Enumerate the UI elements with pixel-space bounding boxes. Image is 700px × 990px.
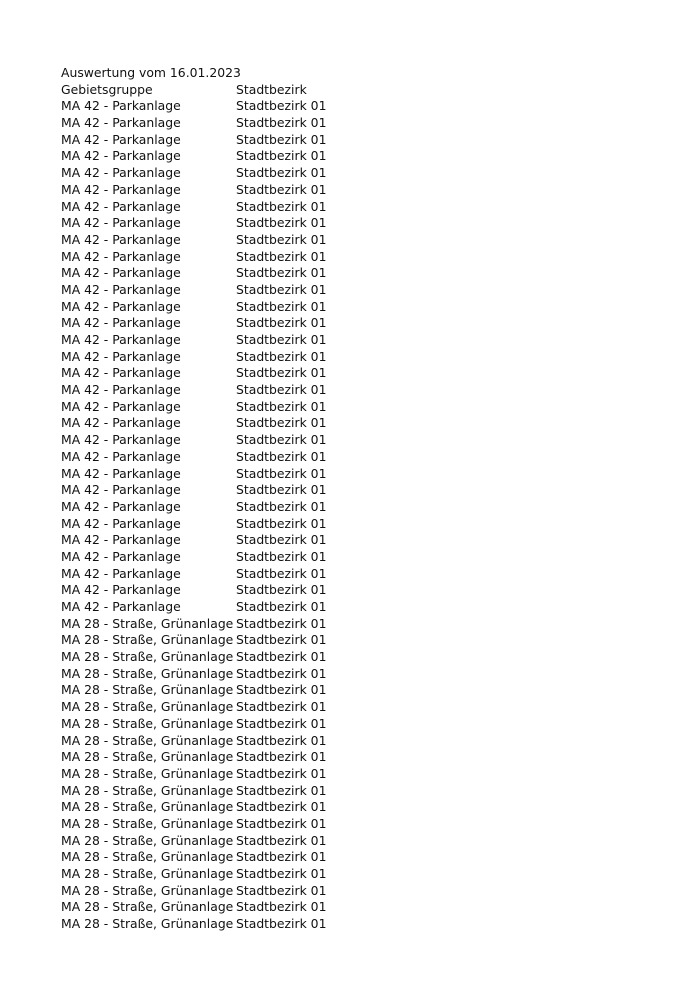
table-row — [61, 716, 661, 733]
table-row — [61, 733, 661, 750]
cell-stadtbezirk: Stadtbezirk 01 — [236, 815, 327, 831]
table-row — [61, 466, 661, 483]
cell-gebietsgruppe: MA 42 - Parkanlage — [61, 482, 181, 498]
cell-gebietsgruppe: MA 42 - Parkanlage — [61, 498, 181, 514]
cell-stadtbezirk: Stadtbezirk 01 — [236, 348, 327, 364]
table-row — [61, 265, 661, 282]
cell-gebietsgruppe: MA 28 - Straße, Grünanlage — [61, 749, 234, 765]
table-row — [61, 566, 661, 583]
cell-gebietsgruppe: MA 28 - Straße, Grünanlage — [61, 849, 234, 865]
table-row — [61, 399, 661, 416]
table-row — [61, 232, 661, 249]
cell-stadtbezirk: Stadtbezirk 01 — [236, 882, 327, 898]
cell-gebietsgruppe: MA 42 - Parkanlage — [61, 315, 181, 331]
report-title-text: Auswertung vom 16.01.2023 — [61, 65, 241, 80]
column-header-stadtbezirk: Stadtbezirk — [236, 81, 307, 97]
cell-gebietsgruppe: MA 28 - Straße, Grünanlage — [61, 665, 234, 681]
report-page — [61, 65, 661, 933]
table-row — [61, 866, 661, 883]
table-row — [61, 249, 661, 266]
report-title — [61, 65, 661, 82]
table-row — [61, 699, 661, 716]
cell-gebietsgruppe: MA 42 - Parkanlage — [61, 365, 181, 381]
cell-stadtbezirk: Stadtbezirk 01 — [236, 115, 327, 131]
cell-gebietsgruppe: MA 42 - Parkanlage — [61, 398, 181, 414]
cell-gebietsgruppe: MA 28 - Straße, Grünanlage — [61, 682, 234, 698]
table-row — [61, 899, 661, 916]
cell-gebietsgruppe: MA 28 - Straße, Grünanlage — [61, 732, 234, 748]
cell-stadtbezirk: Stadtbezirk 01 — [236, 498, 327, 514]
cell-stadtbezirk: Stadtbezirk 01 — [236, 181, 327, 197]
cell-stadtbezirk: Stadtbezirk 01 — [236, 332, 327, 347]
table-row — [61, 449, 661, 466]
table-row — [61, 916, 661, 933]
cell-stadtbezirk: Stadtbezirk 01 — [236, 765, 327, 781]
table-row — [61, 148, 661, 165]
cell-stadtbezirk: Stadtbezirk 01 — [236, 649, 327, 665]
cell-gebietsgruppe: MA 42 - Parkanlage — [61, 415, 181, 431]
cell-gebietsgruppe: MA 42 - Parkanlage — [61, 181, 181, 197]
table-row — [61, 415, 661, 432]
cell-gebietsgruppe: MA 28 - Straße, Grünanlage — [61, 782, 234, 798]
cell-gebietsgruppe: MA 42 - Parkanlage — [61, 248, 181, 264]
table-row — [61, 182, 661, 199]
cell-stadtbezirk: Stadtbezirk 01 — [236, 682, 327, 698]
column-header-gebietsgruppe: Gebietsgruppe — [61, 81, 153, 97]
cell-stadtbezirk: Stadtbezirk 01 — [236, 215, 327, 231]
cell-gebietsgruppe: MA 28 - Straße, Grünanlage — [61, 815, 234, 831]
cell-gebietsgruppe: MA 42 - Parkanlage — [61, 348, 181, 364]
cell-stadtbezirk: Stadtbezirk 01 — [236, 382, 327, 398]
table-row — [61, 349, 661, 366]
table-row — [61, 599, 661, 616]
cell-stadtbezirk: Stadtbezirk 01 — [236, 365, 327, 381]
cell-stadtbezirk: Stadtbezirk 01 — [236, 665, 327, 681]
cell-gebietsgruppe: MA 28 - Straße, Grünanlage — [61, 866, 234, 881]
cell-stadtbezirk: Stadtbezirk 01 — [236, 482, 327, 498]
cell-stadtbezirk: Stadtbezirk 01 — [236, 448, 327, 464]
cell-stadtbezirk: Stadtbezirk 01 — [236, 265, 327, 281]
cell-gebietsgruppe: MA 28 - Straße, Grünanlage — [61, 699, 234, 715]
cell-gebietsgruppe: MA 42 - Parkanlage — [61, 332, 181, 347]
table-row — [61, 165, 661, 182]
cell-stadtbezirk: Stadtbezirk 01 — [236, 832, 327, 848]
cell-gebietsgruppe: MA 42 - Parkanlage — [61, 198, 181, 214]
cell-stadtbezirk: Stadtbezirk 01 — [236, 699, 327, 715]
cell-stadtbezirk: Stadtbezirk 01 — [236, 632, 327, 648]
table-row — [61, 682, 661, 699]
cell-gebietsgruppe: MA 42 - Parkanlage — [61, 565, 181, 581]
cell-gebietsgruppe: MA 42 - Parkanlage — [61, 382, 181, 398]
cell-stadtbezirk: Stadtbezirk 01 — [236, 715, 327, 731]
cell-stadtbezirk: Stadtbezirk 01 — [236, 548, 327, 564]
table-row — [61, 666, 661, 683]
cell-gebietsgruppe: MA 42 - Parkanlage — [61, 98, 181, 114]
table-row — [61, 365, 661, 382]
table-row — [61, 382, 661, 399]
cell-gebietsgruppe: MA 42 - Parkanlage — [61, 548, 181, 564]
cell-gebietsgruppe: MA 42 - Parkanlage — [61, 281, 181, 297]
table-row — [61, 816, 661, 833]
cell-gebietsgruppe: MA 28 - Straße, Grünanlage — [61, 899, 234, 915]
cell-stadtbezirk: Stadtbezirk 01 — [236, 799, 327, 815]
cell-gebietsgruppe: MA 42 - Parkanlage — [61, 148, 181, 164]
table-row — [61, 299, 661, 316]
table-row — [61, 749, 661, 766]
table-row — [61, 549, 661, 566]
cell-stadtbezirk: Stadtbezirk 01 — [236, 782, 327, 798]
cell-stadtbezirk: Stadtbezirk 01 — [236, 866, 327, 881]
table-row — [61, 215, 661, 232]
cell-stadtbezirk: Stadtbezirk 01 — [236, 849, 327, 865]
table-row — [61, 833, 661, 850]
table-row — [61, 332, 661, 349]
cell-gebietsgruppe: MA 28 - Straße, Grünanlage — [61, 916, 234, 932]
table-row — [61, 849, 661, 866]
cell-stadtbezirk: Stadtbezirk 01 — [236, 98, 327, 114]
cell-gebietsgruppe: MA 28 - Straße, Grünanlage — [61, 649, 234, 665]
cell-stadtbezirk: Stadtbezirk 01 — [236, 281, 327, 297]
cell-stadtbezirk: Stadtbezirk 01 — [236, 615, 327, 631]
cell-stadtbezirk: Stadtbezirk 01 — [236, 165, 327, 181]
cell-stadtbezirk: Stadtbezirk 01 — [236, 582, 327, 598]
cell-gebietsgruppe: MA 28 - Straße, Grünanlage — [61, 632, 234, 648]
cell-gebietsgruppe: MA 42 - Parkanlage — [61, 515, 181, 531]
cell-gebietsgruppe: MA 28 - Straße, Grünanlage — [61, 765, 234, 781]
cell-gebietsgruppe: MA 42 - Parkanlage — [61, 582, 181, 598]
cell-stadtbezirk: Stadtbezirk 01 — [236, 732, 327, 748]
table-row — [61, 499, 661, 516]
table-row — [61, 115, 661, 132]
table-row — [61, 649, 661, 666]
cell-gebietsgruppe: MA 42 - Parkanlage — [61, 131, 181, 147]
cell-gebietsgruppe: MA 42 - Parkanlage — [61, 532, 181, 548]
table-row — [61, 432, 661, 449]
cell-stadtbezirk: Stadtbezirk 01 — [236, 415, 327, 431]
table-row — [61, 582, 661, 599]
table-row — [61, 632, 661, 649]
cell-stadtbezirk: Stadtbezirk 01 — [236, 749, 327, 765]
table-row — [61, 616, 661, 633]
cell-stadtbezirk: Stadtbezirk 01 — [236, 565, 327, 581]
table-row — [61, 766, 661, 783]
cell-stadtbezirk: Stadtbezirk 01 — [236, 315, 327, 331]
cell-gebietsgruppe: MA 42 - Parkanlage — [61, 231, 181, 247]
cell-gebietsgruppe: MA 42 - Parkanlage — [61, 448, 181, 464]
table-row — [61, 883, 661, 900]
cell-stadtbezirk: Stadtbezirk 01 — [236, 198, 327, 214]
cell-gebietsgruppe: MA 28 - Straße, Grünanlage — [61, 799, 234, 815]
table-row — [61, 516, 661, 533]
cell-gebietsgruppe: MA 42 - Parkanlage — [61, 165, 181, 181]
cell-gebietsgruppe: MA 28 - Straße, Grünanlage — [61, 715, 234, 731]
table-row — [61, 315, 661, 332]
cell-stadtbezirk: Stadtbezirk 01 — [236, 532, 327, 548]
cell-stadtbezirk: Stadtbezirk 01 — [236, 231, 327, 247]
table-row — [61, 482, 661, 499]
cell-gebietsgruppe: MA 42 - Parkanlage — [61, 599, 181, 614]
table-row — [61, 199, 661, 216]
cell-stadtbezirk: Stadtbezirk 01 — [236, 515, 327, 531]
cell-stadtbezirk: Stadtbezirk 01 — [236, 916, 327, 932]
cell-stadtbezirk: Stadtbezirk 01 — [236, 599, 327, 614]
cell-stadtbezirk: Stadtbezirk 01 — [236, 899, 327, 915]
table-row — [61, 783, 661, 800]
table-row — [61, 98, 661, 115]
cell-stadtbezirk: Stadtbezirk 01 — [236, 398, 327, 414]
cell-gebietsgruppe: MA 42 - Parkanlage — [61, 265, 181, 281]
table-header — [61, 82, 661, 99]
cell-gebietsgruppe: MA 28 - Straße, Grünanlage — [61, 882, 234, 898]
cell-stadtbezirk: Stadtbezirk 01 — [236, 432, 327, 448]
cell-stadtbezirk: Stadtbezirk 01 — [236, 248, 327, 264]
table-row — [61, 132, 661, 149]
table-body — [61, 98, 661, 932]
cell-gebietsgruppe: MA 28 - Straße, Grünanlage — [61, 832, 234, 848]
table-row — [61, 799, 661, 816]
cell-gebietsgruppe: MA 42 - Parkanlage — [61, 432, 181, 448]
cell-gebietsgruppe: MA 42 - Parkanlage — [61, 298, 181, 314]
table-row — [61, 532, 661, 549]
table-row — [61, 282, 661, 299]
cell-stadtbezirk: Stadtbezirk 01 — [236, 131, 327, 147]
cell-stadtbezirk: Stadtbezirk 01 — [236, 148, 327, 164]
cell-stadtbezirk: Stadtbezirk 01 — [236, 298, 327, 314]
cell-gebietsgruppe: MA 42 - Parkanlage — [61, 215, 181, 231]
cell-stadtbezirk: Stadtbezirk 01 — [236, 465, 327, 481]
cell-gebietsgruppe: MA 42 - Parkanlage — [61, 115, 181, 131]
cell-gebietsgruppe: MA 42 - Parkanlage — [61, 465, 181, 481]
cell-gebietsgruppe: MA 28 - Straße, Grünanlage — [61, 615, 234, 631]
